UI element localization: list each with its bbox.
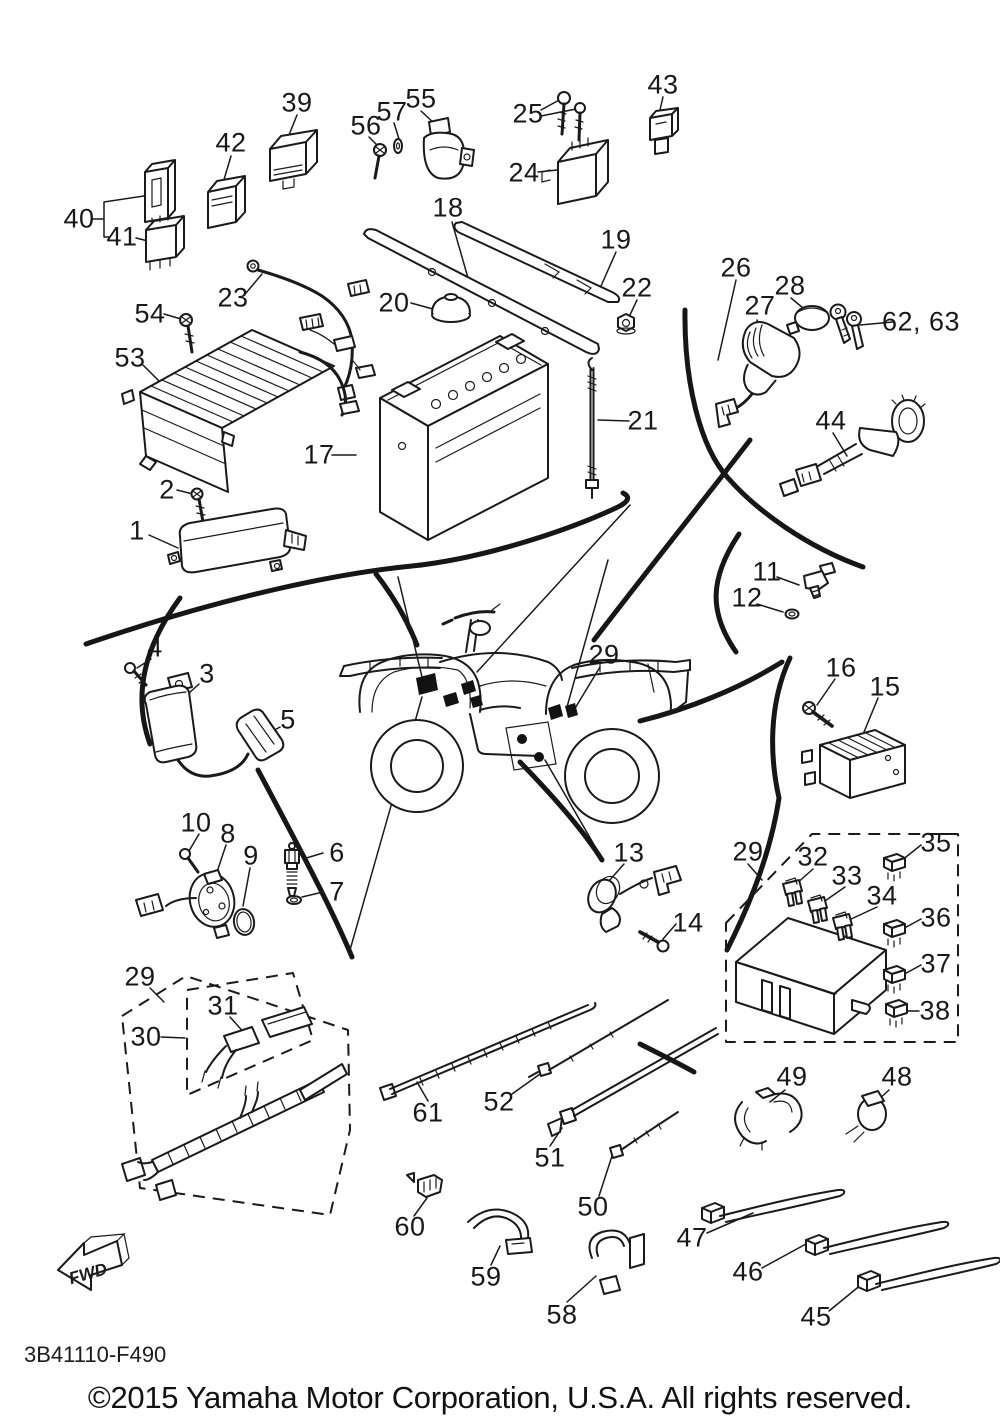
part-45-strap [858,1258,1000,1291]
part-label-34: 34 [866,880,898,911]
part-label-41: 41 [106,221,138,252]
part-54-screw [180,314,194,352]
drawing-code: 3B41110-F490 [24,1342,167,1367]
part-41-relay-assy [146,214,184,270]
part-2-screw [192,489,206,523]
part-label-57: 57 [376,96,408,127]
part-57-washer [394,139,402,153]
fwd-arrow-text: FWD [66,1259,110,1289]
part-label-26: 26 [720,252,752,283]
part-3-ignition-coil [145,673,248,776]
part-56-screw [374,144,386,178]
part-50-cable-tie [610,1112,678,1158]
part-label-29: 29 [588,639,620,670]
part-61-cable-tie [380,1003,595,1100]
part-label-52: 52 [483,1086,515,1117]
part-55-starter-solenoid [424,118,474,179]
part-label-2: 2 [159,474,175,505]
part-13-speed-sensor [583,866,681,932]
part-label-54: 54 [134,298,166,329]
part-58-holder [590,1231,644,1295]
fwd-direction-arrow [58,1234,129,1290]
part-37-relay [884,966,905,993]
part-25-bolts [558,92,585,140]
part-label-31: 31 [207,990,239,1021]
part-11-sensor [804,563,835,598]
part-label-56: 56 [350,110,382,141]
part-label-14: 14 [672,907,704,938]
part-15-rectifier [802,730,905,798]
part-label-3: 3 [199,658,215,689]
part-20-damper [432,294,470,322]
part-label-29: 29 [124,961,156,992]
part-46-strap [806,1222,948,1255]
part-21-battery-rod [586,358,598,498]
part-8-neutral-switch [136,868,240,938]
part-label-17: 17 [303,439,335,470]
part-label-39: 39 [281,87,313,118]
part-39-relay [270,130,317,189]
part-label-4: 4 [147,632,163,663]
part-label-51: 51 [534,1142,566,1173]
part-29-fuse-box [736,918,886,1034]
part-label-22: 22 [621,272,653,303]
part-60-clip [407,1173,442,1197]
part-label-53: 53 [114,342,146,373]
part-label-9: 9 [243,840,259,871]
part-label-33: 33 [831,860,863,891]
part-label-24: 24 [508,157,540,188]
part-1-cdi-unit [168,509,306,573]
part-9-o-ring [232,907,256,936]
part-label-15: 15 [869,671,901,702]
part-label-49: 49 [776,1061,808,1092]
part-label-48: 48 [881,1061,913,1092]
part-label-1: 1 [129,515,145,546]
part-5-plug-cap [237,710,284,761]
part-40-flasher-relay [145,160,175,222]
part-label-25: 25 [512,98,544,129]
part-47-strap [702,1190,844,1223]
copyright-text: ©2015 Yamaha Motor Corporation, U.S.A. All rights reserved. [87,1380,913,1415]
part-26-27-main-switch [716,322,800,427]
part-label-37: 37 [920,948,952,979]
part-label-7: 7 [329,876,345,907]
part-label-30: 30 [130,1021,162,1052]
part-42-relay [208,176,245,228]
part-label-35: 35 [920,827,952,858]
part-label-55: 55 [405,83,437,114]
part-label-19: 19 [600,224,632,255]
part-label-46: 46 [732,1256,764,1287]
part-6-spark-plug [285,843,299,896]
part-label-40: 40 [63,203,95,234]
part-33-fuse [808,895,827,923]
part-label-43: 43 [647,69,679,100]
part-38-relay [886,1000,907,1027]
part-label-45: 45 [800,1301,832,1332]
part-label-12: 12 [731,582,763,613]
part-label-8: 8 [220,818,236,849]
part-32-fuse [783,878,802,906]
part-label-58: 58 [546,1299,578,1330]
part-12-washer [786,610,799,619]
part-label-11: 11 [752,556,782,587]
part-10-bolt [180,849,198,872]
part-35-relay [884,854,905,881]
part-label-28: 28 [774,270,806,301]
part-label-27: 27 [744,290,776,321]
part-label-20: 20 [378,287,410,318]
part-43-fuse-cover [650,108,678,154]
part-label-62-63: 62, 63 [881,306,961,337]
part-label-44: 44 [815,405,847,436]
part-label-23: 23 [217,282,249,313]
part-28-switch-cap [787,306,829,334]
part-label-38: 38 [919,995,951,1026]
part-label-29: 29 [732,836,764,867]
part-label-16: 16 [825,652,857,683]
part-7-gasket [287,896,301,904]
part-label-18: 18 [432,192,464,223]
part-51-cable-tie-mount [548,1028,718,1136]
part-44-immobilizer-unit [780,395,925,496]
part-22-nut [617,314,635,334]
part-49-clamp [735,1088,802,1150]
part-label-10: 10 [180,807,212,838]
part-53-rectifier-regulator [122,314,375,492]
part-label-59: 59 [470,1261,502,1292]
part-label-42: 42 [215,127,247,158]
part-52-cable-tie [529,1000,668,1077]
part-label-47: 47 [676,1222,708,1253]
part-label-36: 36 [920,902,952,933]
part-label-5: 5 [280,704,296,735]
part-label-50: 50 [577,1191,609,1222]
part-62-63-keys [831,305,864,350]
part-label-60: 60 [394,1211,426,1242]
atv-vehicle-illustration [340,604,690,823]
part-30-wire-harness [122,1064,347,1200]
part-label-21: 21 [627,405,659,436]
part-label-61: 61 [412,1097,444,1128]
part-36-relay [884,920,905,947]
part-14-bolt [640,932,669,952]
part-label-6: 6 [329,837,345,868]
part-16-screw [803,702,832,726]
part-48-clamp [846,1091,886,1142]
part-label-32: 32 [797,841,829,872]
part-label-13: 13 [613,837,645,868]
part-17-battery [380,334,548,540]
